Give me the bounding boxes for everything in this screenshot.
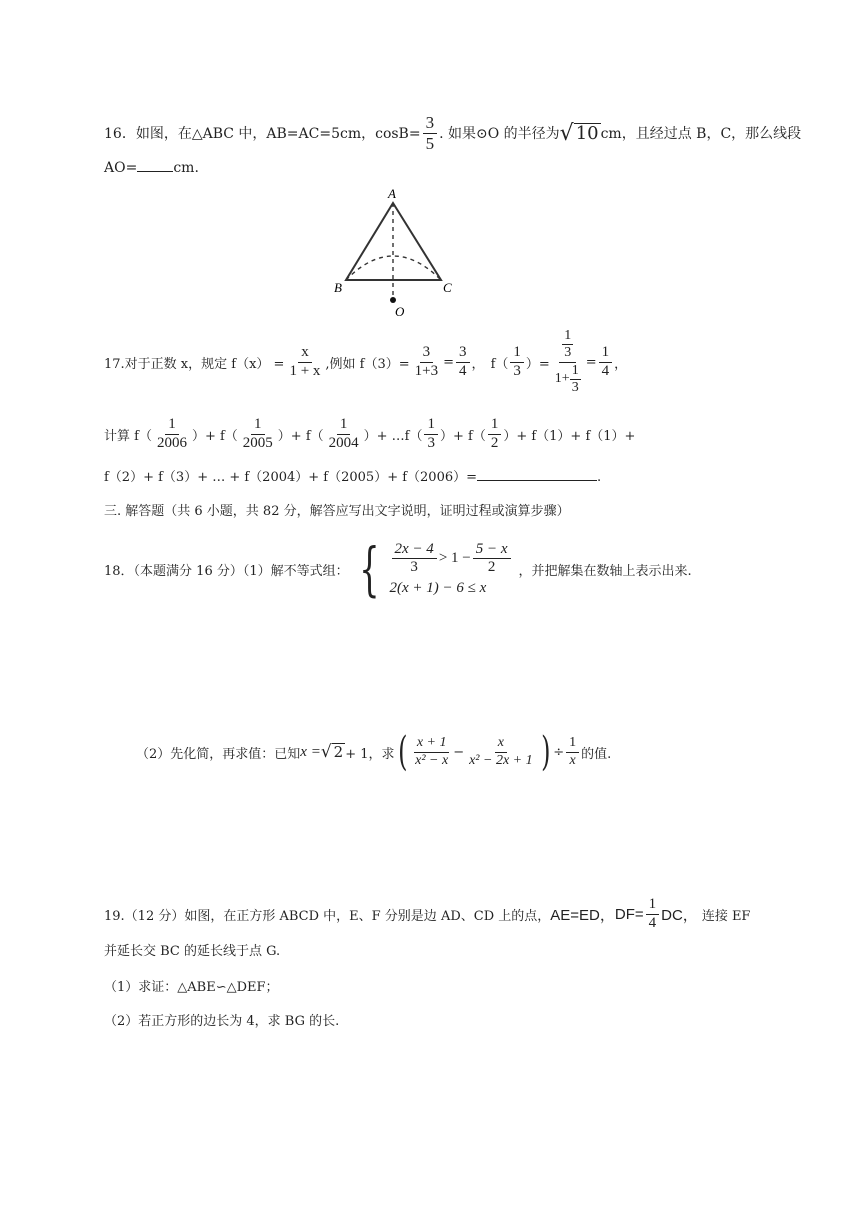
q16-line2: AO= cm.: [104, 160, 199, 176]
sqrt-arg: 10: [575, 122, 599, 144]
expr-2: $\frac{x}{\text{x² − 2x + 1}}$: [469, 735, 533, 768]
q17-line1: 17.对于正数 x，规定 f（x） = $\frac{x}{1 + x}$ ,例如 f（3）= $\frac{3}{1+3}$ = $\frac{3}{4}$ ， f（ $\frac{1}{3}$ ）= 1 3 1+ $\frac{1}{3}$ = $\frac{1}{4}$ ，: [104, 328, 628, 395]
label-o: O: [395, 304, 405, 319]
q19-sub1: （1）求证：△ABE∽△DEF；: [104, 980, 279, 995]
q17-line3: f（2）+ f（3）+ … + f（2004）+ f（2005）+ f（2006）= .: [104, 470, 602, 485]
label-b: B: [334, 280, 342, 295]
q16-suffix: cm，且经过点 B，C，那么线段: [600, 126, 802, 143]
center-o: [390, 297, 396, 303]
label-c: C: [443, 280, 452, 295]
def-fraction: $\frac{x}{1 + x}$: [289, 344, 321, 379]
term-1: $\frac{1}{2006}$: [156, 416, 187, 451]
term-3: $\frac{1}{2004}$: [328, 416, 359, 451]
expr-3: $\frac{1}{x}$: [566, 735, 579, 768]
system-brace: {: [358, 535, 380, 603]
ex1-fraction: $\frac{3}{1+3}$: [414, 344, 439, 379]
term-5: $\frac{1}{2}$: [488, 416, 502, 452]
q19-line2: 并延长交 BC 的延长线于点 G.: [104, 944, 281, 959]
cos-fraction: $\frac{3}{5}$: [423, 113, 438, 153]
inequality-system: [390, 541, 513, 598]
nested-fraction: 1 3 1+ $\frac{1}{3}$: [554, 328, 579, 395]
q16-prefix: 16．如图，在△ABC 中，AB=AC=5cm，cosB=: [104, 126, 421, 143]
label-a: A: [388, 186, 396, 201]
df-fraction: $\frac{1}{4}$: [646, 896, 660, 932]
sum-blank: [477, 480, 597, 481]
q17-line2: 计算 f（ $\frac{1}{2006}$ ）+ f（ $\frac{1}{2005}$ ）+ f（ $\frac{1}{2004}$ ）+ …f（ $\frac{1}{3}$ ）+ f（ $\frac{1}{2}$ ）+ f（1）+ f（1）+: [104, 416, 636, 451]
ex1-result: $\frac{3}{4}$: [456, 344, 470, 380]
expr-1: $\frac{x + 1}{\text{x² − x}}$: [415, 735, 449, 768]
q19-line1: 19.（12 分）如图，在正方形 ABCD 中，E、F 分别是边 AD、CD 上的点， AE=ED， DF= $\frac{1}{4}$ DC， 连接 EF: [104, 896, 751, 931]
ex2-result: $\frac{1}{4}$: [599, 344, 613, 380]
section-heading: 三. 解答题（共 6 小题，共 82 分，解答应写出文字说明，证明过程或演算步骤）: [104, 504, 570, 519]
inequality-2: 2(x + 1) − 6 ≤ x: [389, 580, 487, 597]
inequality-1: $\frac{2x - 4}{3}$ > 1 − $\frac{5 - x}{2}$: [390, 541, 513, 577]
q18-line2: （2）先化简，再求值：已知 x = √ 2 + 1，求 ( $\frac{x + 1}{\text{x² − x}}$ − $\frac{x}{\text{x² − 2x + 1}}$ ) ÷ $\frac{1}{x}$ 的值.: [136, 729, 612, 775]
q16-mid: . 如果⊙O 的半径为: [439, 126, 560, 143]
q19-sub2: （2）若正方形的边长为 4，求 BG 的长.: [104, 1014, 340, 1029]
term-2: $\frac{1}{2005}$: [242, 416, 273, 451]
q18-line1: 18．（本题满分 16 分）（1）解不等式组： { $\frac{2x - 4}{3}$ > 1 − $\frac{5 - x}{2}$ 2(x + 1) − 6 ≤ x ，并把解集在数轴上表示出来.: [104, 535, 692, 603]
sqrt-sign: √: [559, 120, 574, 146]
third-fraction: $\frac{1}{3}$: [510, 344, 524, 380]
term-4: $\frac{1}{3}$: [424, 416, 438, 452]
